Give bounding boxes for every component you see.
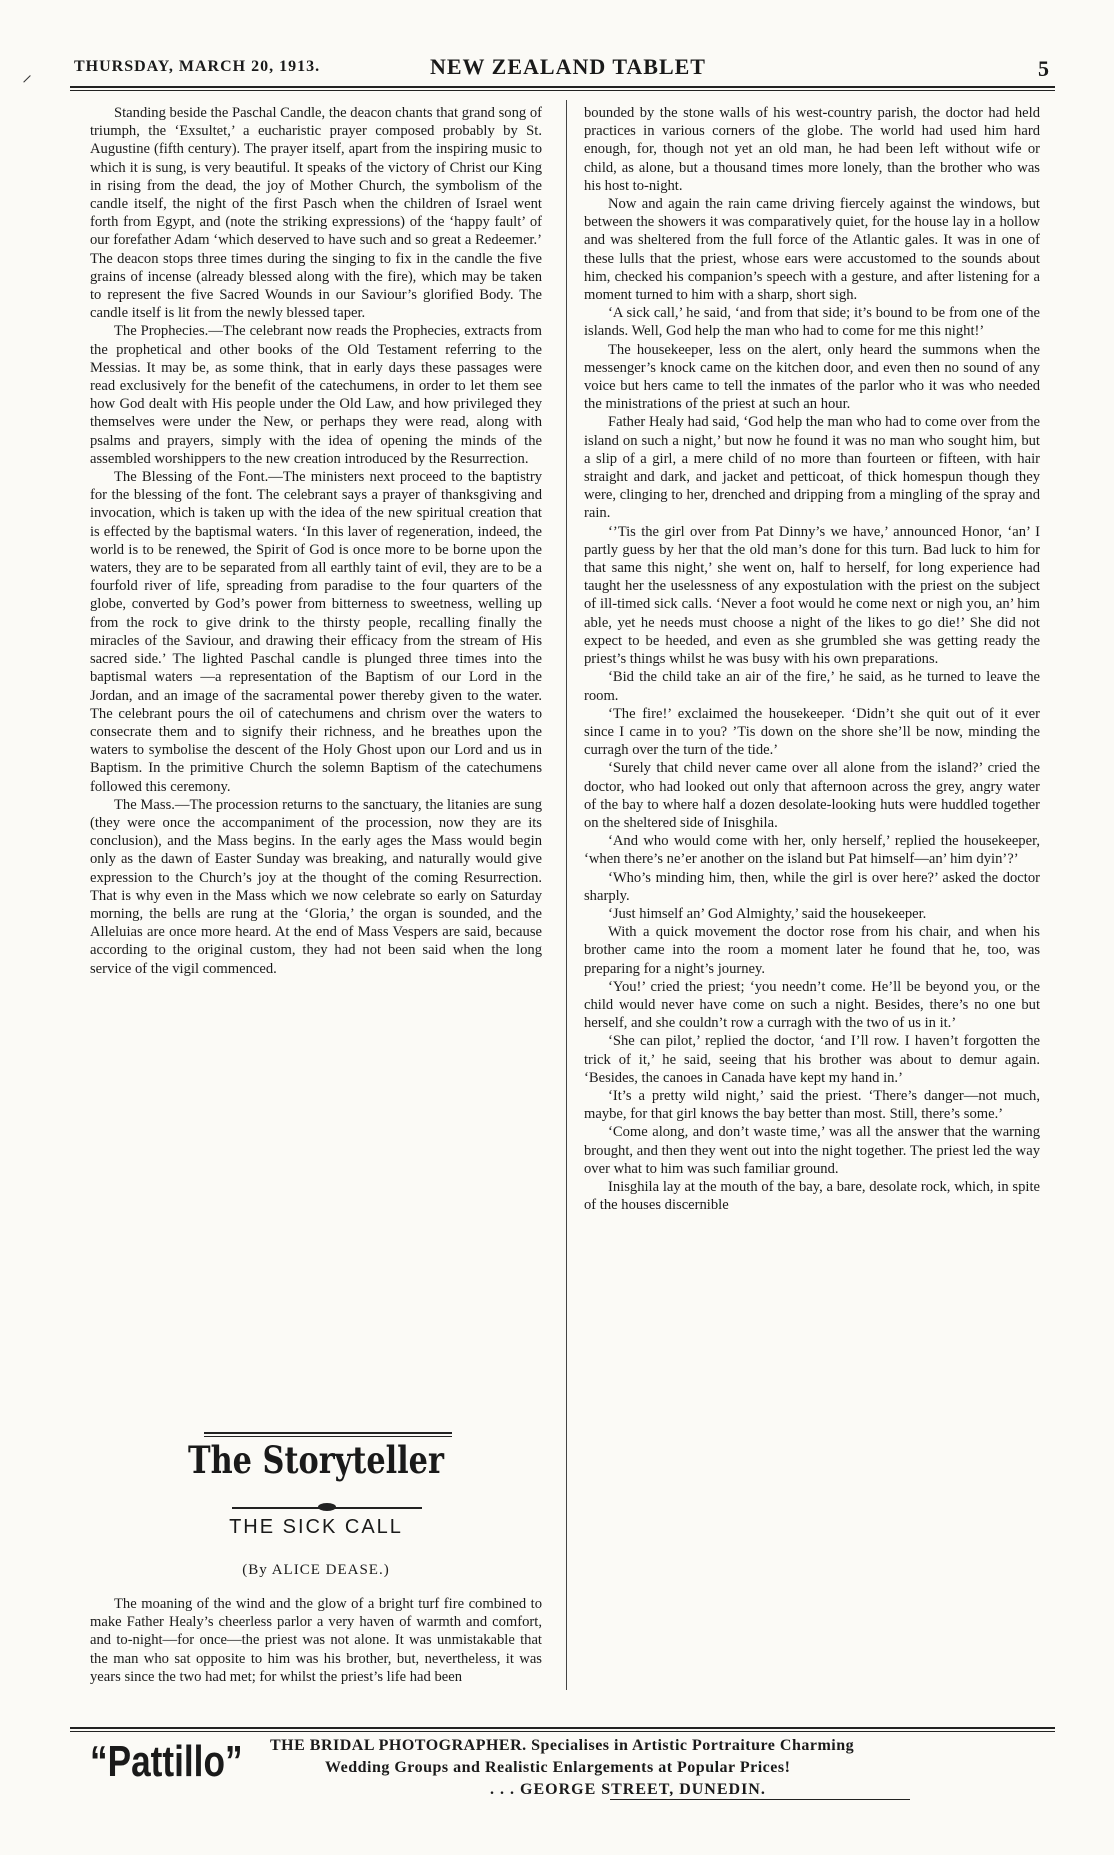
paragraph: Inisghila lay at the mouth of the bay, a bare, desolate rock, which, in spite of the houses discernible: [584, 1178, 1040, 1214]
paragraph: ‘A sick call,’ he said, ‘and from that side; it’s bound to be from one of the islands. Well, God help the man who had to come for me this night!’: [584, 305, 1040, 340]
advert-line-1: THE BRIDAL PHOTOGRAPHER. Specialises in Artistic Portraiture Charming: [270, 1737, 855, 1754]
paragraph: ‘She can pilot,’ replied the doctor, ‘and I’ll row. I haven’t forgotten the trick of it,’ he said, seeing that his brother was about to demur again. ‘Besides, the canoes in Canada have kept my hand in.’: [584, 1033, 1040, 1086]
margin-mark: ⸝: [22, 64, 32, 86]
page-number: 5: [1038, 56, 1049, 81]
paragraph: ‘Bid the child take an air of the fire,’ he said, as he turned to leave the room.: [584, 669, 1040, 704]
issue-date: THURSDAY, MARCH 20, 1913.: [74, 58, 321, 75]
paragraph: bounded by the stone walls of his west-country parish, the doctor had held practices in various corners of the globe. The world had used him hard enough, for, though not yet an old man, he had been left without wife or child, as alone, but a thousand times more lonely, than the brother who was his host to-night.: [584, 105, 1040, 194]
pattillo-advert: [70, 1735, 1055, 1815]
right-column: [584, 104, 1040, 1214]
paragraph: ‘Surely that child never came over all alone from the island?’ cried the doctor, who had looked out only that afternoon across the grey, angry water of the bay to where half a dozen desolate-looking huts were huddled together on the sheltered side of Inisghila.: [584, 760, 1040, 831]
story-title: THE SICK CALL: [229, 1516, 403, 1538]
left-column: [90, 104, 542, 978]
advert-line-2: Wedding Groups and Realistic Enlargements at Popular Prices!: [325, 1759, 791, 1776]
paragraph-mass: The Mass.—The procession returns to the sanctuary, the litanies are sung (they were once the accompaniment of the procession, now they are its conclusion), and the Mass begins. In the early ages the Mass would begin only as the dawn of Easter Sunday was breaking, and naturally would give expression to the Church’s joy at the thought of the coming Resurrection. That is why even in the Mass which we now celebrate so early on Saturday morning, the bells are rung at the ‘Gloria,’ the organ is sounded, and the Alleluias are once more heard. At the end of Mass Vespers are said, because according to the original custom, they had not been said when the long service of the vigil commenced.: [90, 796, 542, 977]
paragraph: ‘The fire!’ exclaimed the housekeeper. ‘Didn’t she quit out of it ever since I came in to you? ’Tis down on the shore she’ll be now, minding the curragh over the turn of the tide.’: [584, 705, 1040, 759]
paragraph-blessing-font: The Blessing of the Font.—The ministers next proceed to the baptistry for the blessing of the font. The celebrant says a prayer of thanksgiving and invocation, which is taken up with the idea of the new spiritual creation that is effected by the baptismal waters. ‘In this laver of regeneration, indeed, the world is to be renewed, the Spirit of God is once more to be borne upon the waters, they are to be separated from all earthly taint of evil, they are to be a fourfold river of life, spreading from paradise to the four quarters of the globe, converted by God’s power from bitterness to sweetness, welling up from the rock to give drink to the thirsty people, recalling finally the miracles of the Saviour, and drawing their efficacy from the stream of His sacred side.’ The lighted Paschal candle is plunged three times into the baptismal waters —a representation of the Baptism of our Lord in the Jordan, and an image of the sacramental power thereby given to the water. The celebrant pours the oil of catechumens and chrism over the waters to consecrate them and to signify their richness, and he breathes upon the waters to symbolise the descent of the Holy Ghost upon our Lord and us in Baptism. In the primitive Church the solemn Baptism of the catechumens followed this ceremony.: [90, 469, 542, 795]
paragraph: Now and again the rain came driving fiercely against the windows, but between the showers it was comparatively quiet, for the house lay in a hollow and was sheltered from the full force of the Atlantic gales. It was in one of these lulls that the priest, whose ears were accustomed to the sounds about him, checked his companion’s speech with a gesture, and after listening for a moment turned to him with a sharp, short sigh.: [584, 196, 1040, 304]
paragraph: ‘And who would come with her, only herself,’ replied the housekeeper, ‘when there’s ne’er another on the island but Pat himself—an’ him dyin’?’: [584, 833, 1040, 868]
storyteller-heading: The Storyteller: [188, 1438, 444, 1482]
paragraph: ‘’Tis the girl over from Pat Dinny’s we have,’ announced Honor, ‘an’ I partly guess by her that the old man’s done for this turn. Bad luck to him for that same this night,’ she went on, half to herself, for long experience had taught her the uselessness of any expostulation with the priest on the subject of ill-timed sick calls. ‘Never a foot would he come next or nigh you, an’ him able, yet he needs must choose a night of the likes to go die!’ She did not expect to be heeded, and even as she grumbled she was getting ready the priest’s things whilst he was busy with his own preparations.: [584, 523, 1040, 668]
story-byline: (By ALICE DEASE.): [242, 1562, 390, 1578]
advert-line-3: . . . GEORGE STREET, DUNEDIN.: [490, 1781, 766, 1798]
footer-rule: [70, 1727, 1055, 1732]
advert-underline: [610, 1799, 910, 1800]
ornament-dot: [318, 1503, 336, 1511]
paragraph-exsultet: Standing beside the Paschal Candle, the deacon chants that grand song of triumph, the ‘Exsultet,’ a eucharistic prayer composed probably by St. Augustine (fifth century). The prayer itself, apart from the inspiring music to which it is sung, is very beautiful. It speaks of the victory of Christ our King in rising from the dead, the joy of Mother Church, the symbolism of the candle itself, the night of the first Pasch when the children of Israel went forth from Egypt, and (note the striking expressions) of the ‘happy fault’ of our forefather Adam ‘which deserved to have such and so great a Redeemer.’ The deacon stops three times during the singing to fix in the candle the five grains of incense (already blessed along with the fire), which may be taken to represent the five Sacred Wounds in our Saviour’s glorified Body. The candle itself is lit from the newly blessed taper.: [90, 105, 542, 322]
paragraph-prophecies: The Prophecies.—The celebrant now reads the Prophecies, extracts from the prophetical and other books of the Old Testament referring to the Messias. It may be, as some think, that in early days these passages were read exclusively for the benefit of the catechumens, in order to let them see how God dealt with His people under the Old Law, and how privileged they themselves were under the New, or perhaps they were read, along with psalms and prayers, simply with the idea of opening the minds of the assembled worshippers to the new creation introduced by the Resurrection.: [90, 323, 542, 467]
story-rule: [204, 1432, 452, 1437]
paragraph: ‘You!’ cried the priest; ‘you needn’t come. He’ll be beyond you, or the child would never have come on such a night. Besides, there’s no one but herself, and she couldn’t row a curragh with the two of us in it.’: [584, 978, 1040, 1032]
column-divider: [566, 100, 567, 1690]
paragraph: ‘Who’s minding him, then, while the girl is over here?’ asked the doctor sharply.: [584, 869, 1040, 904]
advert-brand: “Pattillo”: [90, 1737, 243, 1786]
paragraph: ‘Just himself an’ God Almighty,’ said the housekeeper.: [608, 905, 927, 922]
paragraph: ‘Come along, and don’t waste time,’ was all the answer that the warning brought, and then they went out into the night together. The priest led the way over what to him was such familiar ground.: [584, 1124, 1040, 1177]
paragraph: The housekeeper, less on the alert, only heard the summons when the messenger’s knock came on the kitchen door, and even then no sound of any voice but hers came to tell the inmates of the parlor who it was who needed the ministrations of the priest at such an hour.: [584, 341, 1040, 413]
header-rule: [70, 86, 1055, 91]
paragraph-story-opening: The moaning of the wind and the glow of a bright turf fire combined to make Father Healy’s cheerless parlor a very haven of warmth and comfort, and to-night—for once—the priest was not alone. It was unmistakable that the man who sat opposite to him was his brother, but, nevertheless, it was years since the two had met; for whilst the priest’s life had been: [90, 1596, 542, 1685]
masthead-title: NEW ZEALAND TABLET: [430, 54, 706, 79]
paragraph: Father Healy had said, ‘God help the man who had to come over from the island on such a night,’ but now he found it was no man who sought him, but a slip of a girl, a mere child of no more than fourteen or fifteen, with hair straight and dark, and jacket and petticoat, of thick homespun though they were, clinging to her, drenched and dripping from a mingling of the spray and rain.: [584, 414, 1040, 522]
page-header: [70, 54, 1055, 84]
paragraph: ‘It’s a pretty wild night,’ said the priest. ‘There’s danger—not much, maybe, for that girl knows the bay better than most. Still, there’s some.’: [584, 1087, 1040, 1123]
story-opening: [90, 1595, 542, 1686]
paragraph: With a quick movement the doctor rose from his chair, and when his brother came into the room a moment later he found that he, too, was preparing for a night’s journey.: [584, 924, 1040, 977]
